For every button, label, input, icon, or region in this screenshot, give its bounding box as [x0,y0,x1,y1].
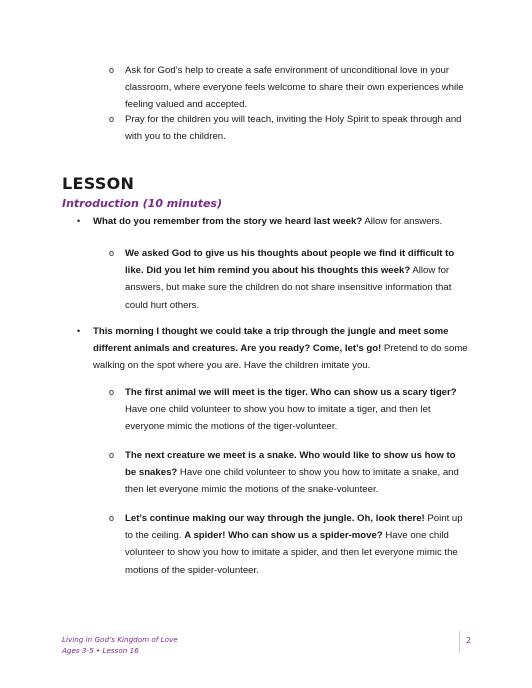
sub-item-tiger [109,384,469,436]
page-footer [62,635,178,656]
instruction-text: Allow for answers, but make sure the children do not share insensitive information that could hurt others. [125,265,452,311]
instruction-text: Have one child volunteer to show you how to imitate a tiger, and then let everyone mimic the motions of the tiger-volunteer. [125,404,431,433]
sub-item-gods-thoughts [109,245,469,314]
bold-question: What do you remember from the story we heard last week? [93,216,363,227]
list-marker: o [109,248,115,258]
list-marker: o [109,387,115,397]
prayer-item-children [109,111,469,145]
instruction-text: Allow for answers. [362,216,443,227]
instruction-text: Have one child volunteer to show you how to imitate a snake, and then let everyone mimic the motions of the snake-volunteer. [125,467,459,496]
footer-series-title: Living in God’s Kingdom of Love [62,635,178,644]
list-marker: o [109,513,115,523]
bullet-marker: • [77,326,81,336]
prayer-item-text: Pray for the children you will teach, inviting the Holy Spirit to speak through and with you to the children. [125,114,462,143]
bold-question: The next creature we meet is a snake. Who would like to show us how to be snakes? [125,450,456,479]
bullet-text [93,323,477,375]
lesson-heading: LESSON [62,174,135,193]
bullet-marker: • [77,216,81,226]
section-subheading: Introduction (10 minutes) [62,197,222,210]
instruction-text: Point up to the ceiling. [125,513,463,542]
bold-question: This morning I thought we could take a trip through the jungle and meet some different animals and creatures. Are you ready? Come, let’s go! [93,326,449,355]
bold-question: A spider! Who can show us a spider-move? [184,530,383,542]
footer-divider [459,631,460,653]
bullet-item-jungle-trip [77,323,477,375]
instruction-text: Pretend to do some walking on the spot where you are. Have the children imitate you. [93,343,468,372]
bullet-item-last-week [77,213,477,230]
sub-item-spider [109,510,469,579]
list-marker: o [109,65,115,75]
bold-exclamation: Let’s continue making our way through the jungle. Oh, look there! [125,513,425,524]
sub-item-text [125,245,469,314]
instruction-text: Have one child volunteer to show you how to imitate a spider, and then let everyone mimic the motions of the spider-volunteer. [125,530,458,576]
list-marker: o [109,114,115,124]
sub-item-text [125,510,469,579]
prayer-item-text: Ask for God’s help to create a safe environment of unconditional love in your classroom, where everyone feels welcome to share their own experiences while feeling valued and accepted. [125,65,464,111]
sub-item-text [125,384,469,436]
bullet-text [93,213,477,230]
bold-question: We asked God to give us his thoughts about people we find it difficult to like. Did you let him remind you about his thoughts this week? [125,248,455,277]
bold-question: The first animal we will meet is the tiger. Who can show us a scary tiger? [125,387,457,398]
page-number: 2 [466,636,472,645]
sub-item-snake [109,447,469,499]
footer-ages-lesson: Ages 3-5 • Lesson 16 [62,645,139,655]
prayer-item-safe-environment [109,62,469,114]
list-marker: o [109,450,115,460]
sub-item-text [125,447,469,499]
